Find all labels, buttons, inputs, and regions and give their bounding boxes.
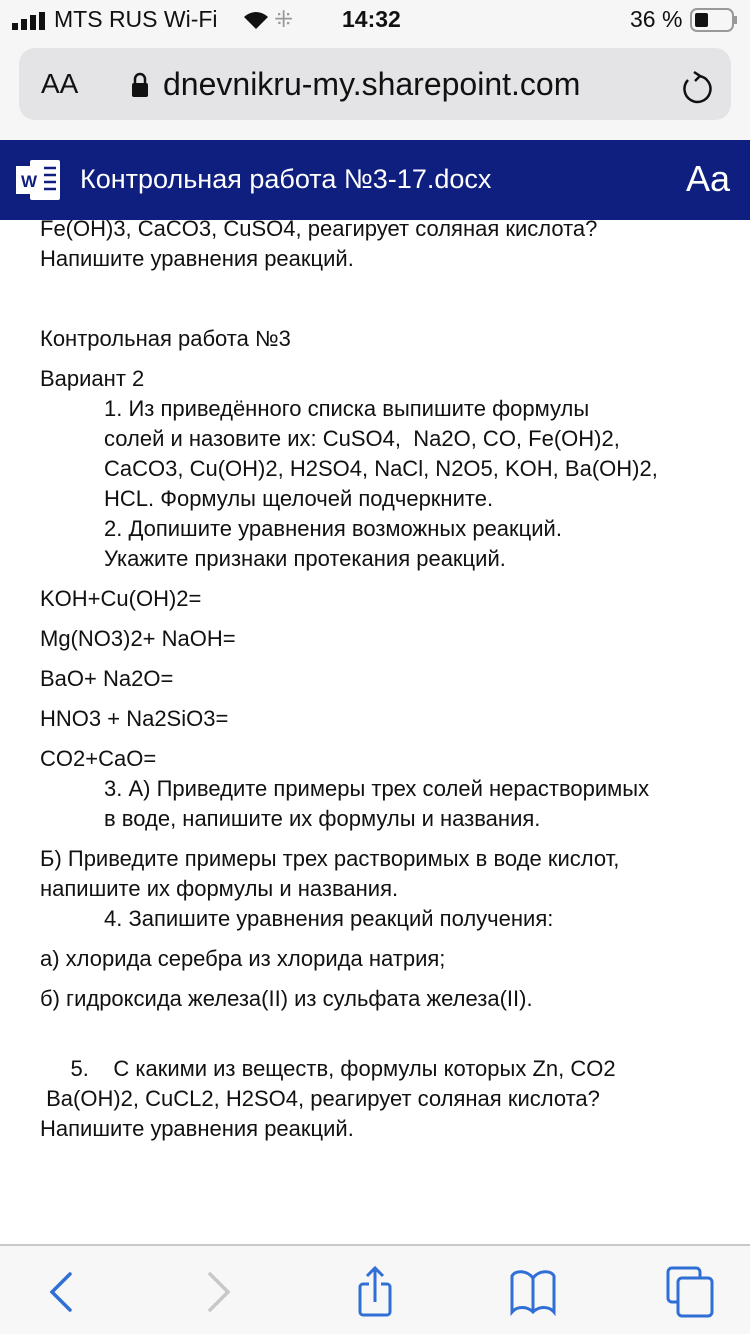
doc-line: Fe(OH)3, CaCO3, CuSO4, реагирует соляная кислота?	[40, 220, 598, 241]
doc-line: 3. А) Приведите примеры трех солей нерастворимых	[104, 776, 650, 801]
doc-line: CO2+CaO=	[40, 746, 157, 771]
doc-line: Напишите уравнения реакций.	[40, 246, 354, 271]
doc-line: Напишите уравнения реакций.	[40, 1116, 354, 1141]
address-bar[interactable]	[19, 48, 731, 120]
doc-line: 1. Из приведённого списка выпишите формулы	[104, 396, 590, 421]
doc-line: CaCO3, Cu(OH)2, H2SO4, NaCl, N2O5, KOH, Ba(OH)2,	[104, 456, 658, 481]
tabs-icon[interactable]	[662, 1264, 718, 1320]
doc-line: б) гидроксида железа(II) из сульфата железа(II).	[40, 986, 533, 1011]
clock: 14:32	[342, 6, 401, 32]
doc-line: Контрольная работа №3	[40, 326, 291, 351]
doc-line: KOH+Cu(OH)2=	[40, 586, 202, 611]
carrier: MTS RUS Wi-Fi	[54, 6, 218, 32]
doc-line: а) хлорида серебра из хлорида натрия;	[40, 946, 446, 971]
document-title: Контрольная работа №3-17.docx	[80, 164, 492, 194]
word-logo-icon	[16, 158, 62, 202]
reload-icon[interactable]	[679, 70, 713, 106]
forward-icon[interactable]	[190, 1264, 246, 1320]
doc-line: Укажите признаки протекания реакций.	[104, 546, 506, 571]
document-header	[0, 140, 750, 220]
doc-line: 4. Запишите уравнения реакций получения:	[104, 906, 554, 931]
doc-line: солей и назовите их: CuSO4, Na2O, CO, Fe(OH)2,	[104, 426, 620, 451]
signal-icon	[12, 12, 50, 30]
browser-bar	[0, 42, 750, 140]
doc-line: HCL. Формулы щелочей подчеркните.	[104, 486, 494, 511]
doc-line: 2. Допишите уравнения возможных реакций.	[104, 516, 562, 541]
doc-line: Б) Приведите примеры трех растворимых в воде кислот,	[40, 846, 620, 871]
bookmarks-icon[interactable]	[505, 1264, 561, 1320]
back-icon[interactable]	[34, 1264, 90, 1320]
doc-line: напишите их формулы и названия.	[40, 876, 399, 901]
doc-line: Mg(NO3)2+ NaOH=	[40, 626, 236, 651]
doc-line: HNO3 + Na2SiO3=	[40, 706, 229, 731]
doc-line: Вариант 2	[40, 366, 145, 391]
font-settings-button[interactable]: Aa	[686, 158, 731, 199]
battery-percent: 36 %	[630, 6, 683, 32]
doc-line: BaO+ Na2O=	[40, 666, 174, 691]
status-bar	[0, 0, 750, 42]
doc-line: 5. С какими из веществ, формулы которых Zn, CO2	[40, 1056, 616, 1081]
document-content	[0, 220, 750, 1244]
browser-toolbar	[0, 1244, 750, 1334]
doc-line: в воде, напишите их формулы и названия.	[104, 806, 541, 831]
wifi-icon	[242, 10, 270, 30]
loading-icon: ⁜	[274, 6, 294, 32]
lock-icon	[131, 72, 149, 98]
text-size-button[interactable]: AA	[41, 68, 79, 99]
doc-line: Ba(OH)2, CuCL2, H2SO4, реагирует соляная кислота?	[40, 1086, 600, 1111]
svg-text:W: W	[20, 172, 38, 191]
share-icon[interactable]	[347, 1264, 403, 1320]
url-text[interactable]: dnevnikru-my.sharepoint.com	[163, 66, 581, 102]
battery-icon	[690, 8, 738, 32]
